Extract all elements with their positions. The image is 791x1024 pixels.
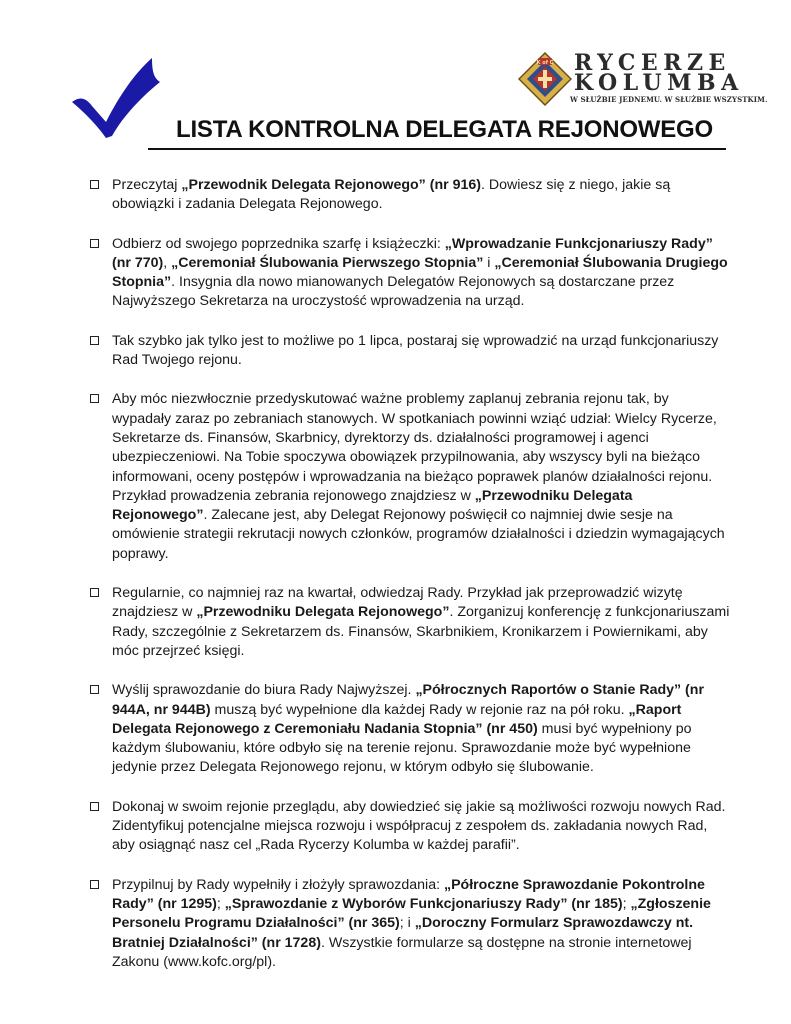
body-text: . Wszystkie formularze są dostępne na stronie internetowej Zakonu (www.kofc.org/pl). <box>112 934 692 970</box>
checklist <box>90 176 730 992</box>
checklist-item <box>90 176 730 215</box>
logo-text-line1: RYCERZE <box>574 50 731 76</box>
checklist-item <box>90 798 730 856</box>
body-text: Odbierz od swojego poprzednika szarfę i książeczki: <box>112 235 445 252</box>
checkbox[interactable] <box>90 394 99 403</box>
body-text: Wyślij sprawozdanie do biura Rady Najwyższej. <box>112 682 416 699</box>
body-text: Regularnie, co najmniej raz na kwartał, odwiedzaj Rady. Przykład jak przeprowadzić wizytę znajdziesz w <box>112 585 683 621</box>
checklist-item-text <box>112 584 730 661</box>
body-text: Tak szybko jak tylko jest to możliwe po 1 lipca, postaraj się wprowadzić na urząd funkcjonariuszy Rad Twojego rejonu. <box>112 332 719 369</box>
checkmark-shape <box>72 58 160 138</box>
body-text: . Zorganizuj konferencję z funkcjonariuszami Rady, szczególnie z Sekretarzem ds. Finansów, Skarbnikiem, Kronikarzem i Powiernikami, aby móc przejrzeć księgi. <box>112 604 730 659</box>
checklist-item <box>90 332 730 371</box>
checklist-item-text <box>112 235 730 312</box>
checklist-item <box>90 681 730 777</box>
checkbox[interactable] <box>90 802 99 811</box>
checkmark-icon <box>66 52 166 140</box>
body-text: ; i <box>399 915 415 932</box>
checklist-item-text <box>112 176 730 215</box>
body-text: , <box>163 254 172 271</box>
checklist-item-text <box>112 876 730 972</box>
checkbox[interactable] <box>90 180 99 189</box>
emphasis-text: „Doroczny Formularz Sprawozdawczy nt. Bratniej Działalności” (nr 1728) <box>112 915 694 951</box>
checkbox[interactable] <box>90 588 99 597</box>
body-text: i <box>483 254 495 271</box>
body-text: musi być wypełniony po każdym ślubowaniu, które odbyło się na terenie rejonu. Sprawozdanie może być wypełnione jedynie przez Delegata Rejonowego rejonu, w którym odbyło się ślubowanie. <box>112 720 692 776</box>
knights-of-columbus-logo <box>518 50 768 112</box>
checklist-item-text <box>112 681 730 777</box>
checklist-item-text <box>112 332 730 371</box>
emphasis-text: „Półrocznych Raportów o Stanie Rady” (nr 944A, nr 944B) <box>112 682 704 718</box>
emphasis-text: „Raport Delegata Rejonowego z Ceremoniału Nadania Stopnia” (nr 450) <box>112 701 682 737</box>
emphasis-text: „Wprowadzanie Funkcjonariuszy Rady” (nr 770) <box>112 235 713 271</box>
body-text: Przypilnuj by Rady wypełniły i złożyły sprawozdania: <box>112 876 444 893</box>
body-text: . Dowiesz się z niego, jakie są obowiązki i zadania Delegata Rejonowego. <box>112 177 671 213</box>
kofc-emblem-icon <box>518 52 572 106</box>
emphasis-text: „Ceremoniał Ślubowania Pierwszego Stopnia” <box>171 254 484 271</box>
logo-tagline: W SŁUŻBIE JEDNEMU. W SŁUŻBIE WSZYSTKIM. <box>570 95 768 104</box>
body-text: Aby móc niezwłocznie przedyskutować ważne problemy zaplanuj zebrania rejonu tak, by wypadały zaraz po zebraniach stanowych. W spotkaniach powinni wziąć udział: Wielcy Rycerze, Sekretarze ds. Finansów, Skarbnicy, dyrektorzy ds. działalności programowej i agenci ubezpieczeniowi. Na Tobie spoczywa obowiązek przypilnowania, aby wszyscy byli na bieżąco informowani, oceny postępów i wprowadzania na bieżąco poprawek planów działalności rejonu. Przykład prowadzenia zebrania rejonowego znajdziesz w <box>112 391 717 504</box>
checkbox[interactable] <box>90 685 99 694</box>
page-title: LISTA KONTROLNA DELEGATA REJONOWEGO <box>176 116 713 143</box>
checkbox[interactable] <box>90 336 99 345</box>
emphasis-text: „Przewodniku Delegata Rejonowego” <box>112 487 633 524</box>
emblem-letters: K of C <box>536 59 554 66</box>
checkbox[interactable] <box>90 239 99 248</box>
emphasis-text: „Przewodniku Delegata Rejonowego” <box>196 604 450 621</box>
emphasis-text: „Półroczne Sprawozdanie Pokontrolne Rady” (nr 1295) <box>112 876 705 912</box>
checklist-item <box>90 584 730 661</box>
checklist-item <box>90 876 730 972</box>
emphasis-text: „Przewodnik Delegata Rejonowego” (nr 916) <box>181 177 481 193</box>
checklist-item-text <box>112 390 730 564</box>
body-text: muszą być wypełnione dla każdej Rady w rejonie raz na pół roku. <box>210 701 629 718</box>
body-text: . Insygnia dla nowo mianowanych Delegatów Rejonowych są dostarczane przez Najwyższego Sekretarza na uroczystość wprowadzenia na urząd. <box>112 274 675 310</box>
body-text: ; <box>622 895 631 912</box>
checklist-item <box>90 390 730 564</box>
body-text: ; <box>216 895 225 912</box>
emphasis-text: „Zgłoszenie Personelu Programu Działalności” (nr 365) <box>112 895 711 932</box>
emphasis-text: „Ceremoniał Ślubowania Drugiego Stopnia” <box>112 254 728 291</box>
body-text: Dokonaj w swoim rejonie przeglądu, aby dowiedzieć się jakie są możliwości rozwoju nowych Rad. Zidentyfikuj potencjalne miejsca rozwoju i współpracuj z zespołem ds. zakładania nowych Rad, aby osiągnąć nasz cel „Rada Rycerzy Kolumba w każdej parafii”. <box>112 798 726 854</box>
body-text: Przeczytaj <box>112 177 182 193</box>
logo-text-line2: KOLUMBA <box>574 70 744 96</box>
checklist-item-text <box>112 798 730 856</box>
checklist-item <box>90 235 730 312</box>
body-text: . Zalecane jest, aby Delegat Rejonowy poświęcił co najmniej dwie sesje na omówienie strategii rekrutacji nowych członków, programów działalności i dziedzin wymagających poprawy. <box>112 507 725 562</box>
title-divider <box>148 148 726 150</box>
emphasis-text: „Sprawozdanie z Wyborów Funkcjonariuszy Rady” (nr 185) <box>224 895 623 912</box>
checkbox[interactable] <box>90 880 99 889</box>
